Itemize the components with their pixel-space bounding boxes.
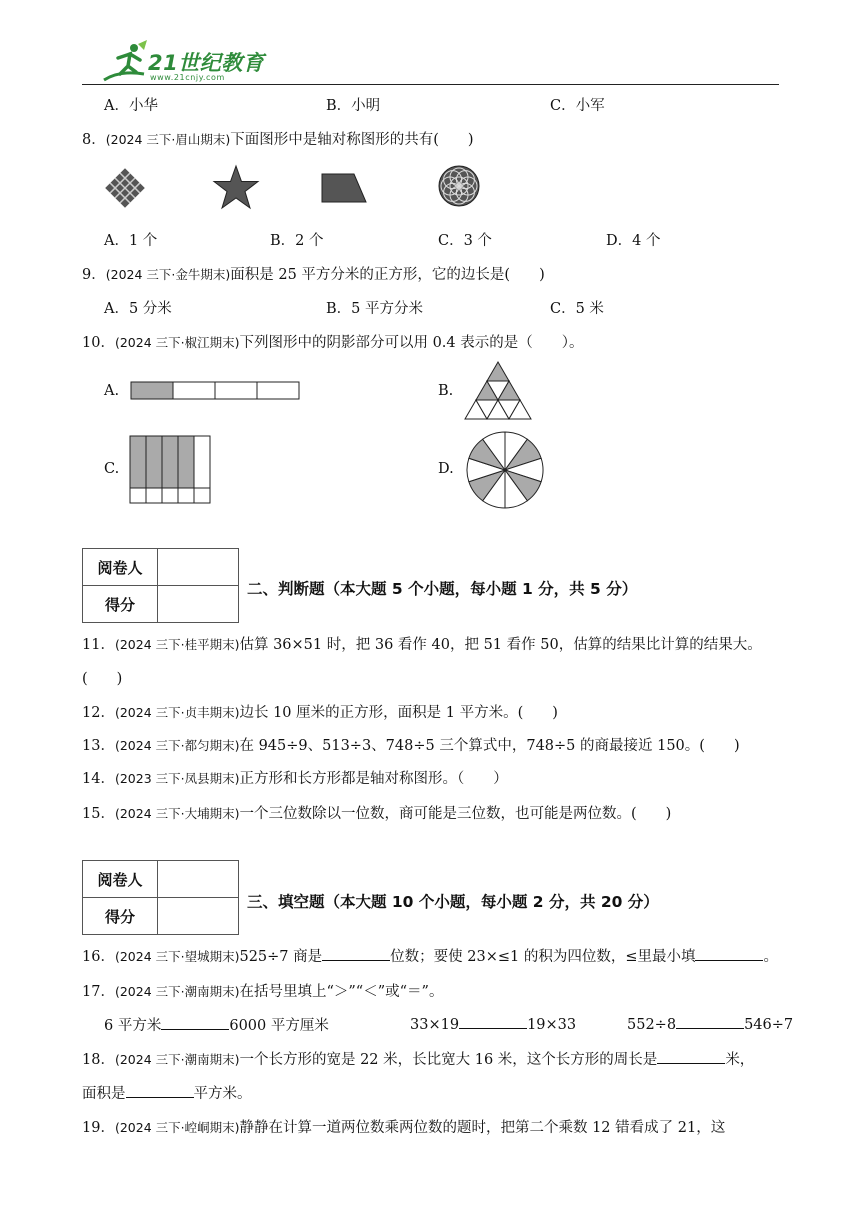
q10-option-b: B.	[438, 383, 454, 399]
q8-figure-flower	[436, 163, 482, 209]
q15-number: 15．	[82, 806, 115, 822]
q11-text: 估算 36×51 时，把 36 看作 40，把 51 看作 50，估算的结果比计算的结果大。	[239, 637, 762, 653]
section2-grader-cell	[158, 549, 239, 586]
q9-number: 9．	[82, 267, 106, 283]
question-16	[82, 945, 778, 966]
q17-compare-1	[104, 1014, 329, 1035]
q13-number: 13．	[82, 738, 115, 754]
q16-blank-2[interactable]	[695, 946, 763, 961]
runner-icon	[100, 40, 148, 84]
q9-option-a: A．5 分米	[104, 301, 172, 317]
q17-c3-right: 546÷7	[744, 1017, 794, 1033]
question-10	[82, 331, 584, 352]
section2-score-cell	[158, 586, 239, 623]
q10-figure-d-circle	[465, 430, 545, 510]
q17-c1-left: 6 平方米	[104, 1018, 162, 1034]
q9-option-b: B．5 平方分米	[326, 301, 423, 317]
q8-option-d: D．4 个	[606, 233, 661, 249]
q17-compare-3	[627, 1014, 793, 1033]
q17-c1-blank[interactable]	[161, 1015, 229, 1030]
q10-number: 10．	[82, 335, 115, 351]
q12-source: (2024 三下·贞丰期末)	[114, 705, 240, 720]
q7-option-b: B．小明	[326, 98, 381, 114]
q7-option-c: C．小军	[550, 98, 605, 114]
q15-text: 一个三位数除以一位数，商可能是三位数，也可能是两位数。( )	[239, 806, 672, 822]
question-18-line-2	[82, 1082, 252, 1103]
question-8	[82, 128, 474, 149]
q17-source: (2024 三下·潮南期末)	[114, 984, 240, 999]
q17-c1-right: 6000 平方厘米	[229, 1018, 329, 1034]
question-11	[82, 633, 762, 654]
question-18	[82, 1048, 754, 1069]
section2-grader-label: 阅卷人	[83, 549, 158, 586]
q17-text: 在括号里填上“＞”“＜”或“＝”。	[239, 984, 444, 1000]
q11-paren: ( )	[82, 671, 123, 687]
section3-title: 三、填空题（本大题 10 个小题，每小题 2 分，共 20 分）	[247, 893, 659, 911]
q14-source: (2023 三下·凤县期末)	[114, 771, 240, 786]
q8-figure-trapezoid	[320, 172, 368, 206]
q14-text: 正方形和长方形都是轴对称图形。（ ）	[239, 771, 508, 787]
q18-number: 18．	[82, 1052, 115, 1068]
q19-text: 静静在计算一道两位数乘两位数的题时，把第二个乘数 12 错看成了 21，这	[239, 1120, 726, 1136]
q12-number: 12．	[82, 705, 115, 721]
q10-option-d: D.	[438, 461, 454, 477]
logo-url: www.21cnjy.com	[150, 73, 225, 82]
q19-number: 19．	[82, 1120, 115, 1136]
q12-text: 边长 10 厘米的正方形，面积是 1 平方米。( )	[239, 705, 558, 721]
q17-c2-right: 19×33	[527, 1017, 577, 1033]
question-9	[82, 263, 545, 284]
q8-option-b: B．2 个	[270, 233, 324, 249]
q9-text: 面积是 25 平方分米的正方形，它的边长是( )	[230, 267, 545, 283]
q18-text-2: 米，	[725, 1052, 755, 1068]
q10-option-a: A.	[104, 383, 120, 399]
q16-source: (2024 三下·望城期末)	[114, 949, 240, 964]
q8-option-c: C．3 个	[438, 233, 492, 249]
q10-figure-b-triangle	[465, 360, 545, 420]
q8-figure-star	[212, 164, 260, 210]
q8-figure-lattice	[103, 166, 147, 210]
q19-source: (2024 三下·崆峒期末)	[114, 1120, 240, 1135]
question-14	[82, 767, 508, 788]
section2-grader-table	[82, 548, 239, 623]
q17-number: 17．	[82, 984, 115, 1000]
q7-option-a: A．小华	[104, 98, 158, 114]
section2-score-label: 得分	[83, 586, 158, 623]
section2-title: 二、判断题（本大题 5 个小题，每小题 1 分，共 5 分）	[247, 580, 638, 598]
q18-blank-1[interactable]	[657, 1049, 725, 1064]
q18-text-3: 面积是	[82, 1086, 126, 1102]
question-17	[82, 980, 443, 1001]
logo-text: 21世纪教育	[148, 51, 265, 75]
q17-c3-left: 552÷8	[627, 1017, 677, 1033]
q15-source: (2024 三下·大埔期末)	[114, 806, 240, 821]
q11-source: (2024 三下·桂平期末)	[114, 637, 240, 652]
section3-grader-cell	[158, 861, 239, 898]
q8-number: 8．	[82, 132, 106, 148]
q16-text-3: 。	[763, 949, 778, 965]
logo	[100, 40, 270, 84]
q16-text-2: 位数；要使 23×≤1 的积为四位数，≤里最小填	[390, 949, 696, 965]
section3-score-label: 得分	[83, 898, 158, 935]
question-13	[82, 734, 740, 755]
q10-figure-c-grid	[129, 435, 213, 505]
q9-option-c: C．5 米	[550, 301, 604, 317]
q10-figure-a-bar	[130, 381, 300, 401]
q14-number: 14．	[82, 771, 115, 787]
q8-option-a: A．1 个	[104, 233, 158, 249]
q11-number: 11．	[82, 637, 115, 653]
q13-source: (2024 三下·都匀期末)	[114, 738, 240, 753]
q17-c2-blank[interactable]	[459, 1014, 527, 1029]
q18-text-1: 一个长方形的宽是 22 米，长比宽大 16 米，这个长方形的周长是	[239, 1052, 658, 1068]
q17-c2-left: 33×19	[410, 1017, 460, 1033]
q18-blank-2[interactable]	[126, 1083, 194, 1098]
section3-grader-table	[82, 860, 239, 935]
q13-text: 在 945÷9、513÷3、748÷5 三个算式中，748÷5 的商最接近 150。( )	[239, 738, 740, 754]
q10-source: (2024 三下·椒江期末)	[114, 335, 240, 350]
q10-option-c: C.	[104, 461, 120, 477]
q18-source: (2024 三下·潮南期末)	[114, 1052, 240, 1067]
section3-grader-label: 阅卷人	[83, 861, 158, 898]
q10-text: 下列图形中的阴影部分可以用 0.4 表示的是（ ）。	[239, 335, 584, 351]
q16-number: 16．	[82, 949, 115, 965]
q9-source: (2024 三下·金牛期末)	[105, 267, 231, 282]
q17-c3-blank[interactable]	[676, 1014, 744, 1029]
section3-score-cell	[158, 898, 239, 935]
q18-text-4: 平方米。	[193, 1086, 252, 1102]
header-divider	[82, 84, 779, 85]
q8-text: 下面图形中是轴对称图形的共有( )	[230, 132, 474, 148]
question-12	[82, 701, 558, 722]
q16-text-1: 525÷7 商是	[239, 949, 323, 965]
question-19	[82, 1116, 725, 1137]
q8-source: (2024 三下·眉山期末)	[105, 132, 231, 147]
q16-blank-1[interactable]	[322, 946, 390, 961]
q17-compare-2	[410, 1014, 576, 1033]
question-15	[82, 802, 671, 823]
